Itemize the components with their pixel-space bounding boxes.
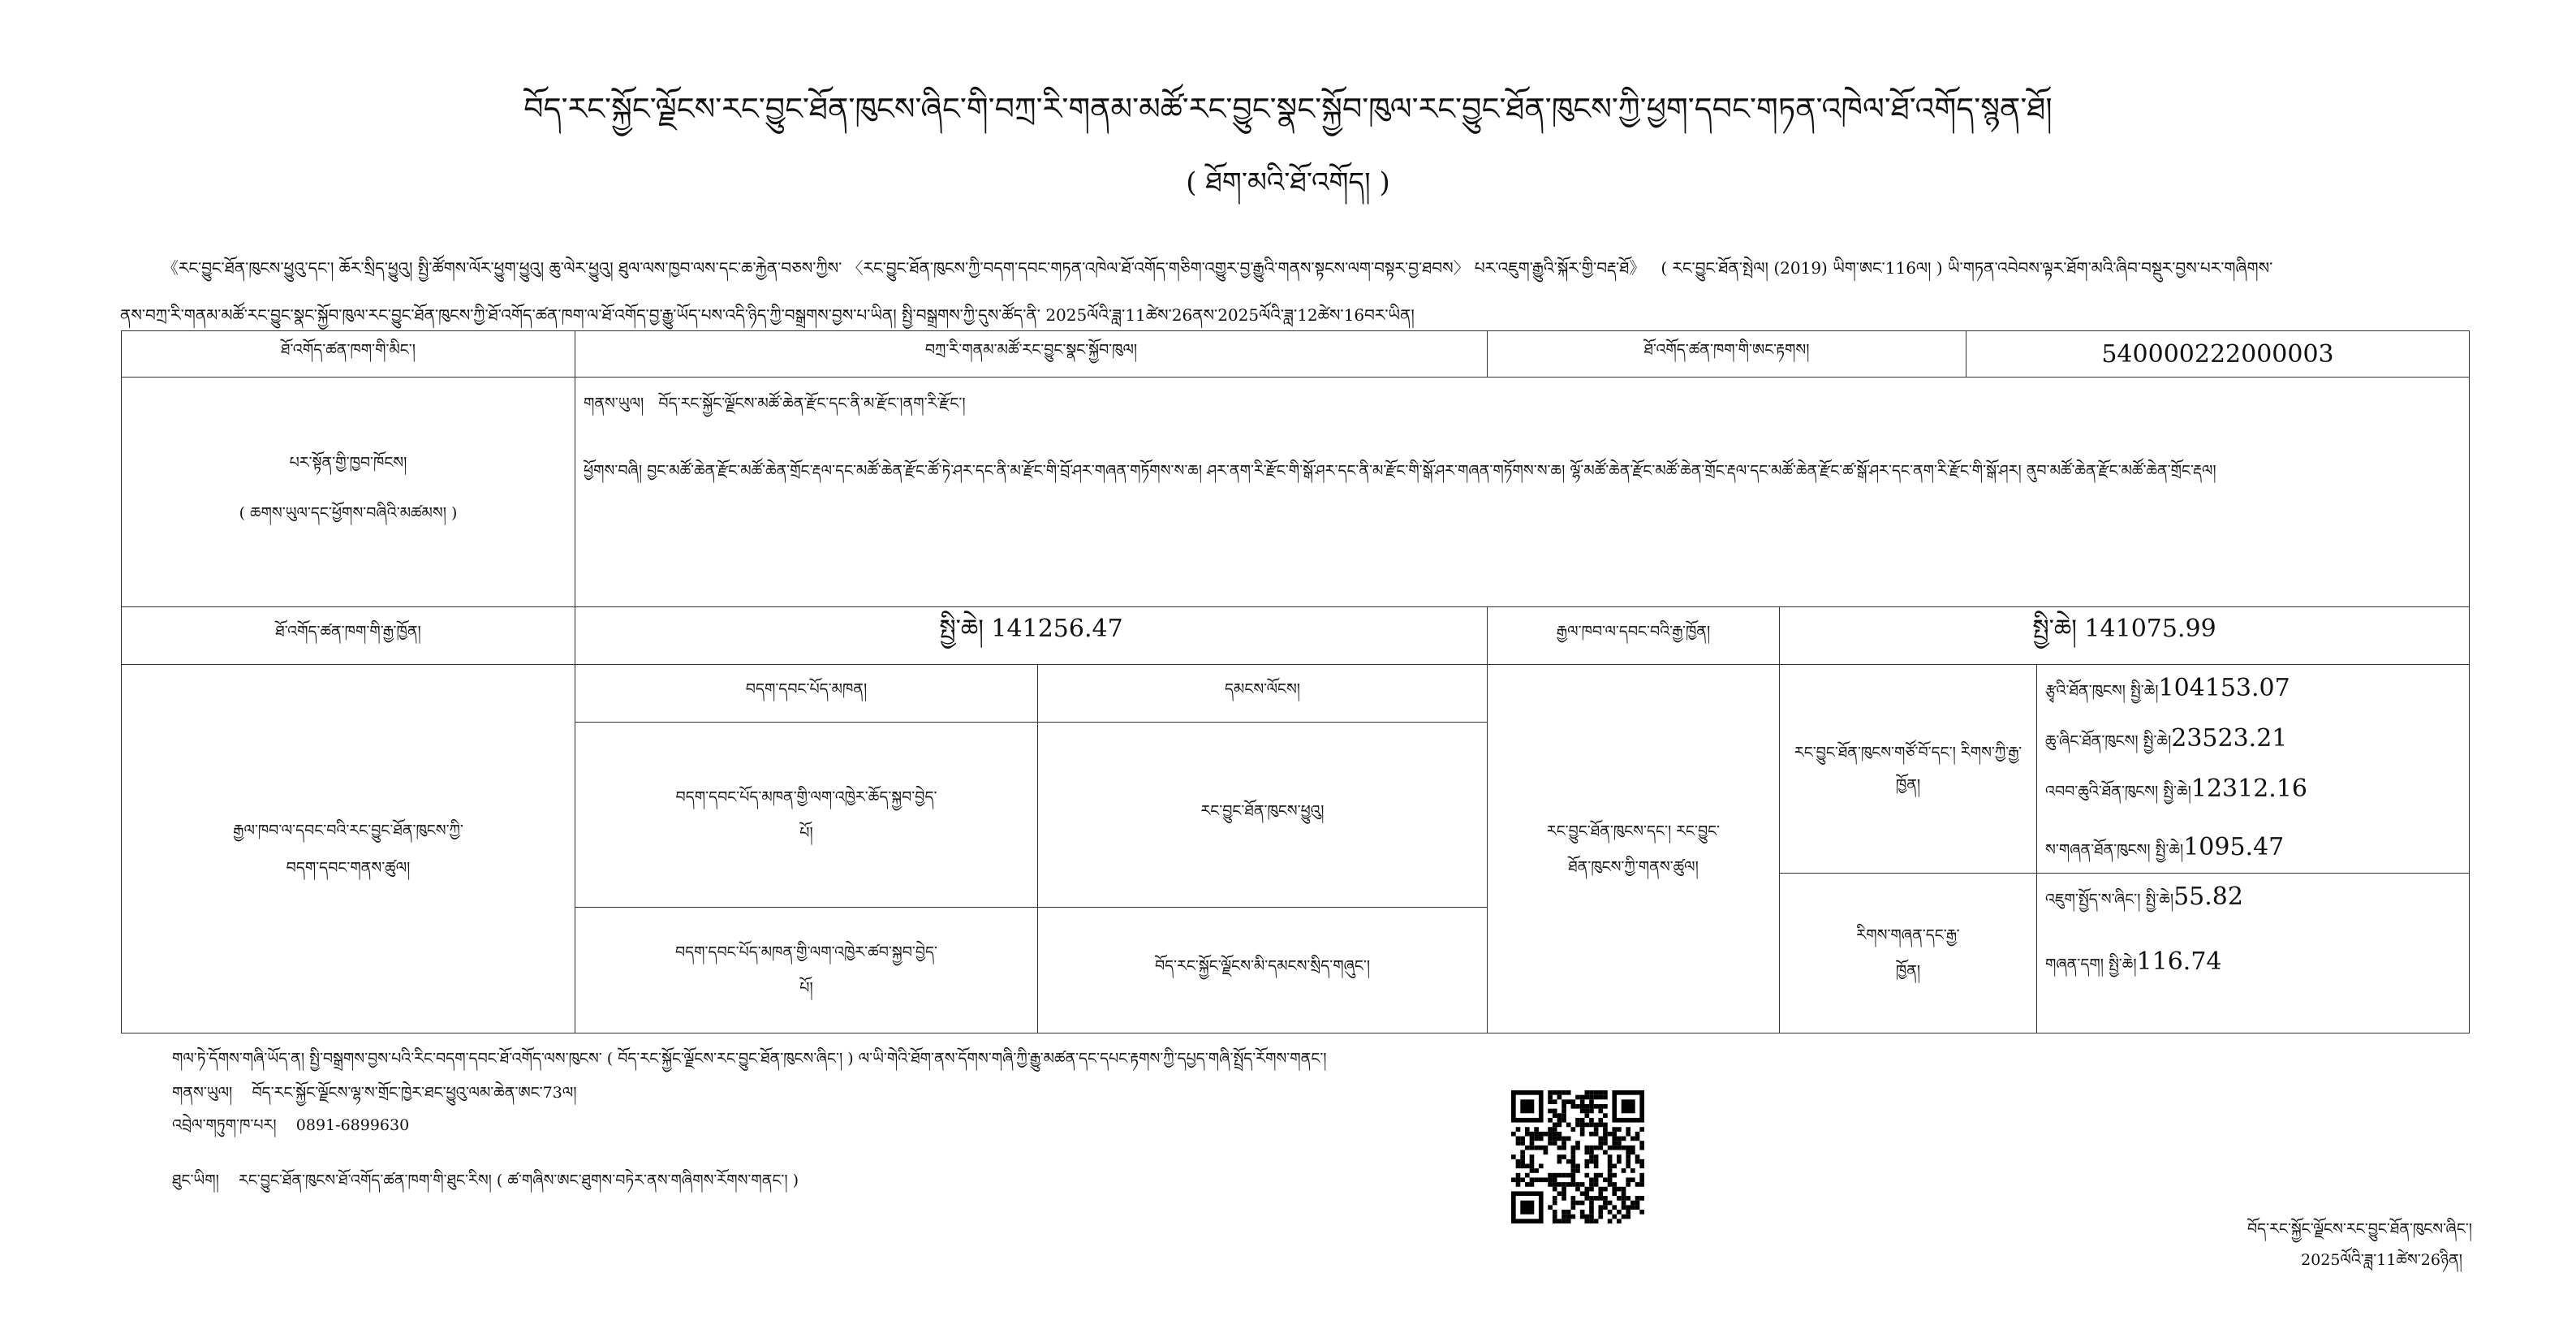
phone-line: འབྲེལ་གཏུག་ཁ་པར། 0891-6899630 — [172, 1116, 410, 1134]
intro-line-1: 《རང་བྱུང་ཐོན་ཁུངས་ཕྱུའུ་དང་། ཆོར་སྲིད་ཕྱུའུ། སྤྱི་ཚོགས་ལོར་ཕྱུག་ཕྱུའུ། ཆུ་ལེར་ཕྱུའུ། ཐུལ་ལས་ཁྱབ་ལས་དང་ཆ་རྐྱེན་བཅས་ཀྱིས་ 〈རང་བྱུང་ཐོན་ཁུངས་ཀྱི་བདག་དབང་གཏན་འཁེལ་ཐོ་འགོད་གཅིག་འགྱུར་བྱ་རྒྱུའི་གནས་སྟངས་ལག་བསྟར་བྱ་ཐབས〉 པར་འཇུག་རྒྱུའི་སྐོར་གྱི་བརྡ་ཐོ》 ( རང་བྱུང་ཐོན་སྤེལ། (2019) ཡིག་ཨང་116ལ། ) ཡི་གཏན་འབེབས་ལྟར་ཐོག་མའི་ཞིབ་བསྡུར་བྱས་པར་གཞིགས་ — [162, 258, 2273, 278]
qr-code-icon — [1511, 1090, 1644, 1223]
ownership-label: རྒྱལ་ཁབ་ལ་དབང་བའི་རང་བྱུང་ཐོན་ཁུངས་ཀྱི་བདག་དབང་གནས་ཚུལ། — [121, 664, 575, 1033]
address-line: གནས་ཡུལ། བོད་རང་སྐྱོང་ལྗོངས་ལྷ་ས་གྲོང་ཁྱེར་ཐང་ཕྱུའུ་ལམ་ཆེན་ཨང་73ལ། — [172, 1084, 577, 1102]
unit-code-label: ཐོ་འགོད་ཚན་ཁག་གི་ཨང་རྟགས། — [1487, 330, 1966, 378]
intro-line-2: ནས་བཀྲ་རི་གནམ་མཚོ་རང་བྱུང་སྣང་སྐྱོབ་ཁུལ་རང་བྱུང་ཐོན་ཁུངས་ཀྱི་ཐོ་འགོད་ཚན་ཁག་ལ་ཐོ་འགོད་བྱ་རྒྱུ་ཡོད་པས་འདི་ཉིད་ཀྱི་བསྒྲགས་བྱས་པ་ཡིན། སྤྱི་བསྒྲགས་ཀྱི་དུས་ཚོད་ནི་ 2025ལོའི་ཟླ་11ཚེས་26ནས་2025ལོའི་ཟླ་12ཚེས་16བར་ཡིན། — [120, 305, 1415, 325]
unit-name-label: ཐོ་འགོད་ཚན་ཁག་གི་མིང་། — [121, 330, 575, 378]
page-title: བོད་རང་སྐྱོང་ལྗོངས་རང་བྱུང་ཐོན་ཁུངས་ཞིང་གི་བཀྲ་རི་གནམ་མཚོ་རང་བྱུང་སྣང་སྐྱོབ་ཁུལ་རང་བྱུང་ཐོན་ཁུངས་ཀྱི་ཕྱག་དབང་གཏན་འཁེལ་ཐོ་འགོད་སྙན་ཐོ། — [523, 91, 2053, 127]
resource-type-label: རང་བྱུང་ཐོན་ཁུངས་གཙོ་བོ་དང་། རིགས་ཀྱི་རྒྱ་ཁྱོན། — [1779, 664, 2037, 874]
page-subtitle: ( ཐོག་མའི་ཐོ་འགོད། ) — [1186, 166, 1390, 199]
unit-area-label: ཐོ་འགོད་ཚན་ཁག་གི་རྒྱ་ཁྱོན། — [121, 606, 575, 665]
right-row-1: རང་བྱུང་ཐོན་ཁུངས་ཕྱུའུ། — [1037, 722, 1488, 908]
objection-notice: གལ་ཏེ་དོགས་གཞི་ཡོད་ན། སྤྱི་བསྒྲགས་བྱས་པའི་རིང་བདག་དབང་ཐོ་འགོད་ལས་ཁུངས་ ( བོད་རང་སྐྱོང་ལྗོངས་རང་བྱུང་ཐོན་ཁུངས་ཞིང་། ) ལ་ཡི་གེའི་ཐོག་ནས་དོགས་གཞི་ཀྱི་རྒྱུ་མཚན་དང་དཔང་རྟགས་ཀྱི་དཔྱད་གཞི་སྤྲོད་རོགས་གནང་། — [172, 1050, 1327, 1068]
boundary-value-cell: གནས་ཡུལ། བོད་རང་སྐྱོང་ལྗོངས་མཚོ་ཆེན་རྫོང་དང་ནི་མ་རྫོང་།ནག་རི་རྫོང་། ཕྱོགས་བཞི། བྱང་མཚོ་ཆེན་རྫོང་མཚོ་ཆེན་གྲོང་རྡལ་དང་མཚོ་ཆེན་རྫོང་ཚོ་ཏེ་ཤར་དང་ནི་མ་རྫོང་གི་བྲོ་ཤར་གཞན་གཏོགས་ས་ཆ། ཤར་ནག་རི་རྫོང་གི་སྒོ་ཤར་དང་ནི་མ་རྫོང་གི་སྒོ་ཤར་གཞན་གཏོགས་ས་ཆ། ལྷོ་མཚོ་ཆེན་རྫོང་མཚོ་ཆེན་གྲོང་རྡལ་དང་མཚོ་ཆེན་རྫོང་ཚ་སྒོ་ཤར་དང་ནག་རི་རྫོང་གི་སྒོ་ཤར། ནུབ་མཚོ་ཆེན་རྫོང་མཚོ་ཆེན་གྲོང་རྡལ། — [575, 377, 2470, 607]
other-list — [2036, 873, 2470, 1033]
resource-label: རང་བྱུང་ཐོན་ཁུངས་དང་། རང་བྱུང་ཐོན་ཁུངས་ཀྱི་གནས་ཚུལ། — [1487, 664, 1780, 1033]
other-label: རིགས་གཞན་དང་རྒྱ་ཁྱོན། — [1779, 873, 2037, 1033]
contact-line: ཐུང་ཡིག། རང་བྱུང་ཐོན་ཁུངས་ཐོ་འགོད་ཚན་ཁག་གི་ཐུང་རིས། ( ཚ་གཞིས་ཨང་ཐུགས་བཏེར་ནས་གཞིགས་རོགས་གནང་། ) — [172, 1172, 799, 1189]
issue-date: 2025ལོའི་ཟླ་11ཚེས་26ཉིན། — [2301, 1251, 2462, 1269]
resource-item: ཆུ་ཞིང་ཐོན་ཁུངས། སྤྱི་ཆེ།23523.21 — [2045, 724, 2288, 753]
unit-name-value: བཀྲ་རི་གནམ་མཚོ་རང་བྱུང་སྣང་སྐྱོབ་ཁུལ། — [575, 330, 1488, 378]
resource-list — [2036, 664, 2470, 874]
owner-row-1: བདག་དབང་པོད་མཁན་གྱི་ལག་འཁྱེར་ཆོད་སྐྱབ་བྱེད་པོ། — [575, 722, 1038, 908]
resource-item: ས་གཞན་ཐོན་ཁུངས། སྤྱི་ཆེ།1095.47 — [2045, 833, 2285, 861]
boundary-label-cell: པར་སྟོན་གྱི་ཁྱབ་ཁོངས། ( ཆགས་ཡུལ་དང་ཕྱོགས་བཞིའི་མཚམས། ) — [121, 377, 575, 607]
right-row-2: བོད་རང་སྐྱོང་ལྗོངས་མི་དམངས་སྲིད་གཞུང་། — [1037, 907, 1488, 1033]
other-item: འཇུག་སྤྱོད་ས་ཞིང་། སྤྱི་ཆེ།55.82 — [2045, 882, 2243, 911]
issuer: བོད་རང་སྐྱོང་ལྗོངས་རང་བྱུང་ཐོན་ཁུངས་ཞིང་། — [2246, 1220, 2472, 1238]
owner-header: བདག་དབང་པོད་མཁན། — [575, 664, 1038, 723]
other-item: གཞན་དག། སྤྱི་ཆེ།116.74 — [2045, 947, 2222, 976]
right-header: དམངས་ལོངས། — [1037, 664, 1488, 723]
resource-item: འབབ་ཆུའི་ཐོན་ཁུངས། སྤྱི་ཆེ།12312.16 — [2045, 775, 2308, 803]
resource-item: རྩྭའི་ཐོན་ཁུངས། སྤྱི་ཆེ།104153.07 — [2045, 674, 2290, 702]
unit-area-value: སྤྱི་ཆེ། 141256.47 — [575, 606, 1488, 665]
state-area-label: རྒྱལ་ཁབ་ལ་དབང་བའི་རྒྱ་ཁྱོན། — [1487, 606, 1780, 665]
state-area-value: སྤྱི་ཆེ། 141075.99 — [1779, 606, 2470, 665]
unit-code-value: 540000222000003 — [1966, 330, 2470, 378]
owner-row-2: བདག་དབང་པོད་མཁན་གྱི་ལག་འཁྱེར་ཚབ་སྐྱབ་བྱེད་པོ། — [575, 907, 1038, 1033]
